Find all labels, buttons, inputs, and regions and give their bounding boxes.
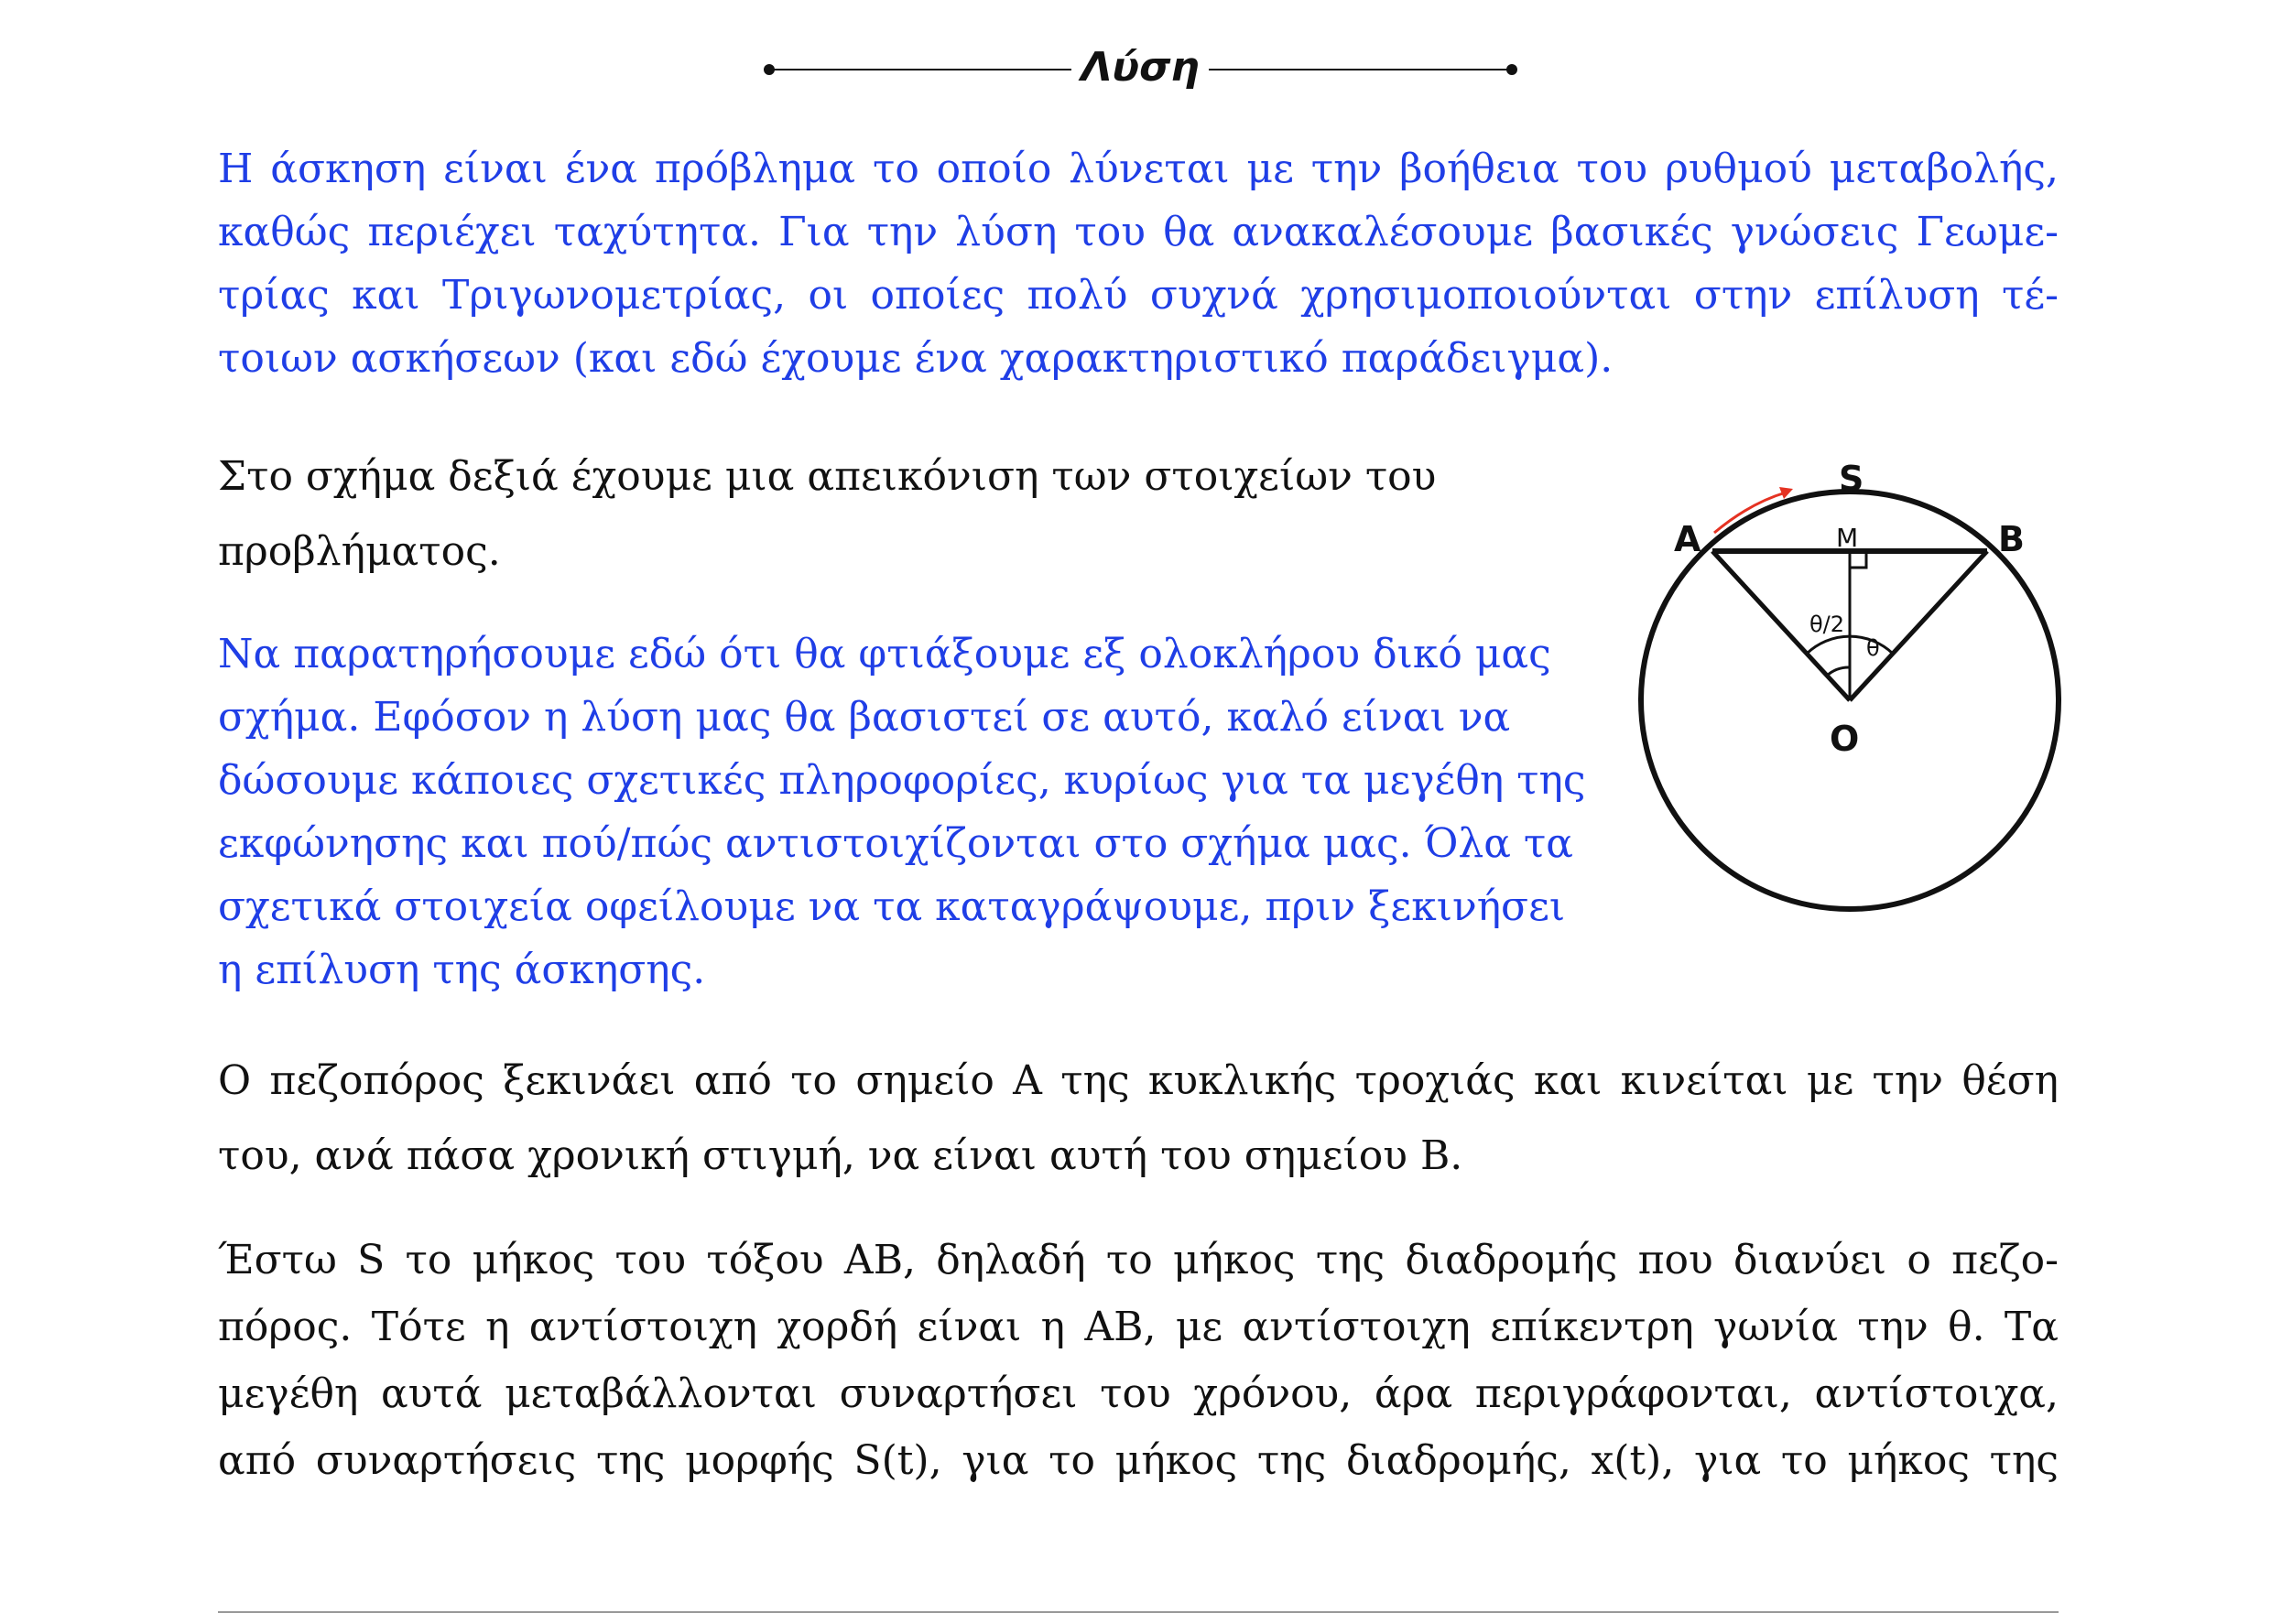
circle-diagram [1630, 449, 2070, 925]
note-line: εκφώνησης και πού/πώς αντιστοιχίζονται στο σχήμα μας. Όλα τα [218, 820, 1573, 867]
figure-intro-line: προβλήματος. [218, 528, 501, 575]
intro-line: τρίας και Τριγωνομετρίας, οι οποίες πολύ συχνά χρησιμοποιούνται στην επίλυση τέ- [218, 272, 2059, 319]
note-paragraph [218, 623, 1619, 1001]
angle-half-theta-arc [1827, 667, 1850, 676]
note-line: η επίλυση της άσκησης. [218, 947, 706, 993]
intro-line: Η άσκηση είναι ένα πρόβλημα το οποίο λύνεται με την βοήθεια του ρυθμού μεταβολής, [218, 146, 2059, 192]
section-header [0, 37, 2271, 101]
label-s: S [1839, 459, 1864, 499]
label-half-theta: θ/2 [1809, 612, 1845, 637]
label-o: O [1830, 719, 1860, 759]
figure-intro-line: Στο σχήμα δεξιά έχουμε μια απεικόνιση των στοιχείων του [218, 453, 1437, 500]
intro-paragraph [218, 137, 2059, 390]
header-left-rule [769, 69, 1071, 70]
header-right-rule [1209, 69, 1511, 70]
definitions-line: από συναρτήσεις της μορφής S(t), για το μήκος της διαδρομής, x(t), για το μήκος της [218, 1437, 2059, 1484]
header-right-dot [1506, 64, 1517, 75]
label-b: B [1998, 519, 2025, 559]
label-a: A [1674, 519, 1701, 559]
footer-rule [218, 1611, 2059, 1613]
radius-ob [1850, 551, 1987, 700]
note-line: δώσουμε κάποιες σχετικές πληροφορίες, κυρίως για τα μεγέθη της [218, 757, 1586, 804]
intro-line: καθώς περιέχει ταχύτητα. Για την λύση του θα ανακαλέσουμε βασικές γνώσεις Γεωμε- [218, 209, 2059, 255]
label-m: M [1836, 523, 1859, 553]
intro-line: τοιων ασκήσεων (και εδώ έχουμε ένα χαρακτηριστικό παράδειγμα). [218, 335, 1614, 382]
label-theta: θ [1866, 635, 1880, 661]
definitions-line: πόρος. Τότε η αντίστοιχη χορδή είναι η AB, με αντίστοιχη επίκεντρη γωνία την θ. Τα [218, 1304, 2059, 1350]
note-line: σχήμα. Εφόσον η λύση μας θα βασιστεί σε αυτό, καλό είναι να [218, 694, 1511, 741]
motion-paragraph [218, 1044, 2059, 1194]
motion-line: του, ανά πάσα χρονική στιγμή, να είναι αυτή του σημείου B. [218, 1132, 1463, 1179]
motion-line: Ο πεζοπόρος ξεκινάει από το σημείο A της κυκλικής τροχιάς και κινείται με την θέση [218, 1057, 2059, 1104]
motion-arrow [1714, 493, 1786, 533]
section-title: Λύση [1081, 44, 1200, 91]
note-line: σχετικά στοιχεία οφείλουμε να τα καταγράψουμε, πριν ξεκινήσει [218, 883, 1566, 930]
definitions-line: μεγέθη αυτά μεταβάλλονται συναρτήσει του χρόνου, άρα περιγράφονται, αντίστοιχα, [218, 1370, 2059, 1417]
definitions-paragraph [218, 1227, 2059, 1494]
definitions-line: Έστω S το μήκος του τόξου AB, δηλαδή το μήκος της διαδρομής που διανύει ο πεζο- [218, 1237, 2059, 1283]
circle-diagram-svg [1630, 449, 2070, 925]
figure-intro-paragraph [218, 439, 1500, 590]
note-line: Να παρατηρήσουμε εδώ ότι θα φτιάξουμε εξ ολοκλήρου δικό μας [218, 631, 1551, 677]
